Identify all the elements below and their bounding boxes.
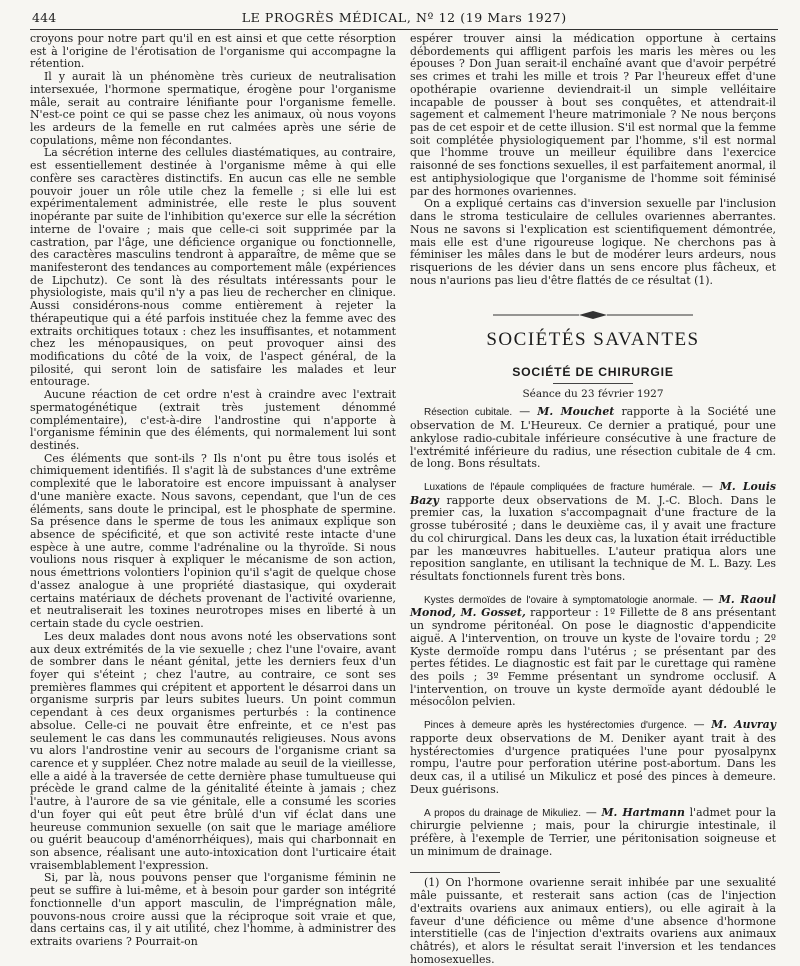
ornament-divider xyxy=(410,305,776,315)
page-header xyxy=(30,10,778,29)
page-number: 444 xyxy=(32,10,57,25)
footnote: (1) On l'hormone ovarienne serait inhibée par une sexualité mâle puissante, et resterait sans action (cas de l'injection d'extraits ovariens aux animaux entiers), ou elle agirait à la faveur d'une déficience ou même d'une absence d'hormone interstitielle (cas de l'injection d'extraits ovariens aux animaux châtrés), et alors le résultat serait l'inversion et les tendances homosexuelles. xyxy=(410,876,776,966)
entry-luxations: Luxations de l'épaule compliquées de fracture humérale. — M. Louis Bazy rapporte deux observations de M. J.-C. Bloch. Dans le premier cas, la luxation s'accompagnait d'une fracture de la grosse tubérosité ; dans le deuxième cas, il y avait une fracture du col chirurgical. Dans les deux cas, la luxation était irréductible par les manœuvres habituelles. L'auteur pratiqua alors une reposition sanglante, en utilisant la technique de M. L. Bazy. Les résultats fonctionnels furent très bons. xyxy=(410,479,776,583)
two-column-body xyxy=(30,33,778,966)
right-column xyxy=(410,33,776,966)
paragraph: Si, par là, nous pouvons penser que l'organisme féminin ne peut se suffire à lui-même, et à besoin pour garder son intégrité fonctionnelle d'un apport masculin, de l'imprégnation mâle, pouvons-nous croire aussi que la réciproque soit vraie et que, dans certains cas, il y ait utilité, chez l'homme, à administrer des extraits ovariens ? Pourrait-on xyxy=(30,871,396,949)
short-rule xyxy=(553,383,633,384)
journal-title: LE PROGRÈS MÉDICAL, Nº 12 (19 Mars 1927) xyxy=(241,10,567,25)
header-rule xyxy=(30,29,778,30)
paragraph: croyons pour notre part qu'il en est ainsi et que cette résorption est à l'origine de l'érotisation de l'organisme qui accompagne la rétention. xyxy=(30,32,396,71)
paragraph: Aucune réaction de cet ordre n'est à craindre avec l'extrait spermatogénétique (extrait très justement dénommé complémentaire), c'est-à-dire l'androstine qui n'apporte à l'organisme féminin que des éléments, qui normalement lui sont destinés. xyxy=(30,388,396,452)
session-date: Séance du 23 février 1927 xyxy=(522,388,664,401)
footnote-rule xyxy=(410,872,500,873)
paragraph: Il y aurait là un phénomène très curieux de neutralisation intersexuée, l'hormone spermatique, érogène pour l'organisme mâle, serait au contraire lénifiante pour l'organisme femelle. N'est-ce point ce qui se passe chez les animaux, où nous voyons les ardeurs de la femelle en rut calmées après une série de copulations, même non fécondantes. xyxy=(30,70,396,147)
entry-kystes: Kystes dermoïdes de l'ovaire à symptomatologie anormale. — M. Raoul Monod, M. Gosset, rapporteur : 1º Fillette de 8 ans présentant un syndrome péritonéal. On pose le diagnostic d'appendicite aiguë. A l'intervention, on trouve un kyste de l'ovaire tordu ; 2º Kyste dermoïde rompu dans l'utérus ; se présentant par des pertes fétides. Le diagnostic est fait par le curettage qui ramène des poils ; 3º Femme présentant un syndrome occlusif. A l'intervention, on trouve un kyste dermoïde ayant dédoublé le mésocôlon pelvien. xyxy=(410,592,777,709)
entry-resection: Résection cubitale. — M. Mouchet rapporte à la Société une observation de M. L'Heureux. Ce dernier a pratiqué, pour une ankylose radio-cubitale inférieure consécutive à une fracture de l'extrémité inférieure du radius, une résection cubitale de 4 cm. de long. Bons résultats. xyxy=(410,405,776,471)
society-name: SOCIÉTÉ DE CHIRURGIE xyxy=(512,365,674,380)
paragraph: La sécrétion interne des cellules diastématiques, au contraire, est essentiellement destinée à l'organisme même à qui elle confère ses caractères distinctifs. En aucun cas elle ne semble pouvoir jouer un rôle utile chez la femelle ; si elle lui est expérimentalement administrée, elle reste le plus souvent inopérante par suite de l'inhibition qu'exerce sur elle la sécrétion interne de l'ovaire ; mais que celle-ci soit supprimée par la castration, par l'âge, une déficience organique ou fonctionnelle, des caractères masculins tendront à apparaître, de même que se manifesteront des tendances au comportement mâle (expériences de Lipchutz). Ce sont là des résultats intéressants pour le physiologiste, mais qu'il n'y a pas lieu de rechercher en clinique. Aussi considérons-nous comme entièrement à rejeter la thérapeutique qui a été parfois instituée chez la femme avec des extraits orchitiques totaux : chez les insuffisantes, et notamment chez les ménopausiques, on peut provoquer ainsi des modifications du côté de la voix, de l'aspect général, de la pilosité, qui seront loin de satisfaire les malades et leur entourage. xyxy=(30,146,396,389)
paragraph: Ces éléments que sont-ils ? Ils n'ont pu être tous isolés et chimiquement identifiés. Il s'agit là de substances d'une extrême complexité que le laboratoire est encore impuissant à analyser d'une manière exacte. Nous savons, cependant, que l'un de ces éléments, sans doute le principal, est le phosphate de spermine. Sa présence dans le sperme de tous les animaux explique son absence de spécificité, et que son activité reste intacte d'une espèce à une autre, comme l'adrénaline ou la thyroïde. Si nous voulions nous risquer à expliquer le mécanisme de son action, nous émettrions volontiers l'opinion qu'il s'agit de quelque chose d'assez analogue à une propriété diastasique, qui oxyderait certains matériaux de déchets provenant de l'activité ovarienne, et neutraliserait les toxines neurotropes mises en liberté à un certain stade du cycle oestrien. xyxy=(30,451,396,631)
entry-drainage: A propos du drainage de Mikuliez. — M. Hartmann l'admet pour la chirurgie pelvienne ; mais, pour la chirurgie intestinale, il préfère, à l'exemple de Terrier, une péritonisation soigneuse et un minimum de drainage. xyxy=(410,805,776,858)
section-title: SOCIÉTÉS SAVANTES xyxy=(486,329,700,351)
left-column xyxy=(30,33,396,966)
paragraph: espérer trouver ainsi la médication opportune à certains débordements qui affligent parfois les maris les mères ou les épouses ? Don Juan serait-il enchaîné avant que d'avoir perpétré ses crimes et trahi les mille et trois ? Par l'heureux effet d'une opothérapie ovarienne deviendrait-il un simple velléitaire incapable de pousser à bout ses conquêtes, et attendrait-il sagement et calmement l'heure matrimoniale ? Ne nous berçons pas de cet espoir et de cette illusion. S'il est normal que la femme soit complétée physiologiquement par l'homme, s'il est normal que l'homme trouve un meilleur équilibre dans l'exercice raisonné de ses fonctions sexuelles, il est parfaitement anormal, il est antiphysiologique que l'organisme de l'homme soit féminisé par des hormones ovariennes. xyxy=(410,32,776,198)
entry-pinces: Pinces à demeure après les hystérectomies d'urgence. — M. Auvray rapporte deux observations de M. Deniker ayant trait à des hystérectomies d'urgence pratiquées l'une pour pyosalpynx rompu, l'autre pour perforation utérine post-abortum. Dans les deux cas, il a utilisé un Mikulicz et posé des pinces à demeure. Deux guérisons. xyxy=(410,718,776,796)
paragraph: On a expliqué certains cas d'inversion sexuelle par l'inclusion dans le stroma testiculaire de cellules ovariennes aberrantes. Nous ne savons si l'explication est scientifiquement démontrée, mais elle est d'une rigoureuse logique. Ne cherchons pas à féminiser les mâles dans le but de modérer leurs ardeurs, nous risquerions de les dévier dans un sens encore plus fâcheux, et nous n'aurions pas lieu d'être flattés de ce résultat (1). xyxy=(410,197,776,287)
paragraph: Les deux malades dont nous avons noté les observations sont aux deux extrémités de la vie sexuelle ; chez l'une l'ovaire, avant de sombrer dans le néant génital, jette les derniers feux d'un foyer qui s'éteint ; chez l'autre, au contraire, ce sont ses premières flammes qui crépitent et apportent le désarroi dans un organisme surpris par leurs subites lueurs. Un point commun cependant à ces deux organismes perturbés : la continence absolue. Celle-ci ne pouvait être enfreinte, et ce n'est pas seulement le cas dans les communautés religieuses. Nous avons vu alors l'androstine venir au secours de l'organisme criant sa carence et y suppléer. Chez notre malade au seuil de la vieillesse, elle a aidé à la traversée de cette dernière phase tumultueuse qui précède le grand calme de la génitalité éteinte à jamais ; chez l'autre, à l'aurore de sa vie génitale, elle a consumé les scories d'un foyer qui eût peut être brûlé d'un vif éclat dans une heureuse communion sexuelle (on sait que le mariage améliore ou guérit beaucoup d'aménorrhéiques), mais qui charbonnait en son absence, réalisant une auto-intoxication dont l'urticaire était vraisemblablement l'expression. xyxy=(30,629,396,872)
